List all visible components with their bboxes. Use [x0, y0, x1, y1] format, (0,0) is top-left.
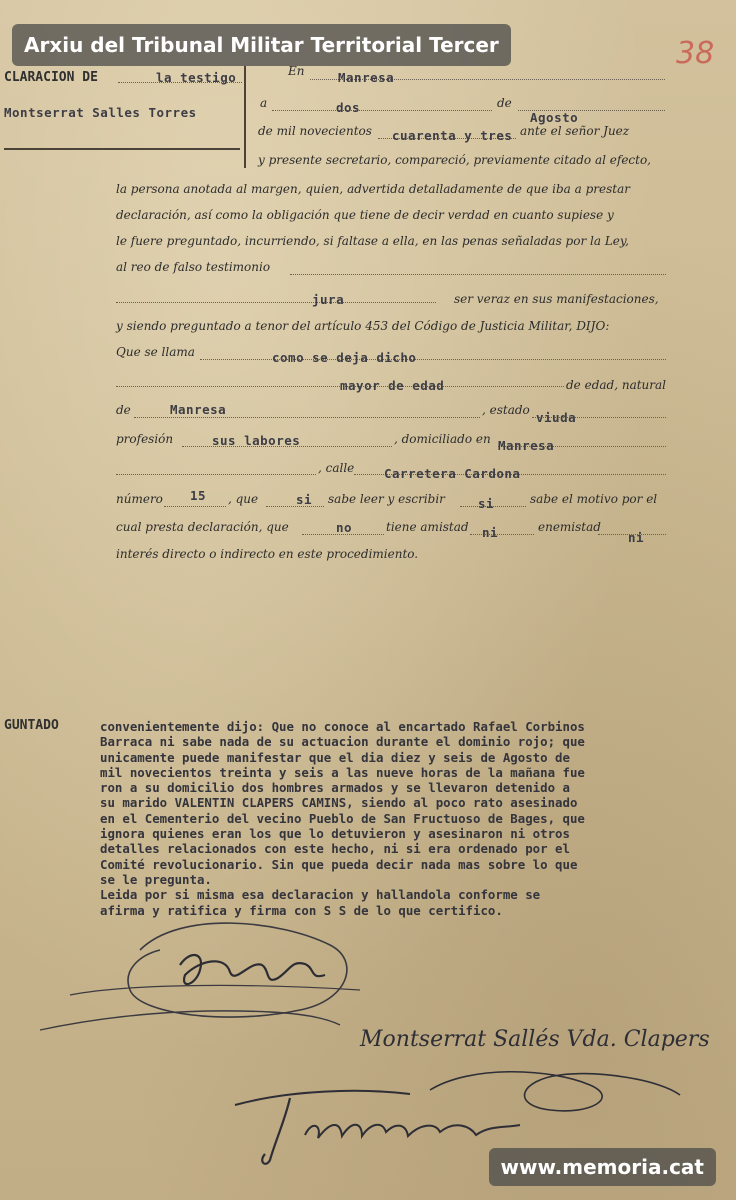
statement-line: su marido VALENTIN CLAPERS CAMINS, siendo al poco rato asesinado	[100, 795, 578, 811]
label-en: En	[288, 64, 305, 78]
statement-line: Leida por si misma esa declaracion y hallandola conforme se	[100, 887, 541, 903]
value-natural: Manresa	[170, 402, 227, 417]
dotted-line	[116, 302, 436, 303]
dotted-line	[290, 274, 666, 275]
value-age: mayor de edad	[340, 378, 445, 393]
label-oath: ser veraz en sus manifestaciones,	[454, 292, 659, 306]
label-amistad: tiene amistad	[386, 520, 469, 534]
statement-line: Barraca ni sabe nada de su actuacion durante el dominio rojo; que	[100, 734, 585, 750]
value-enemistad: ni	[482, 525, 499, 540]
statement-line: convenientemente dijo: Que no conoce al encartado Rafael Corbinos	[100, 719, 585, 734]
statement-body	[100, 719, 736, 918]
label-leer: sabe leer y escribir	[328, 492, 445, 506]
form-line-interes: interés directo o indirecto en este procedimiento.	[116, 547, 419, 561]
statement-line: se le pregunta.	[100, 871, 212, 887]
margin-divider	[4, 148, 240, 150]
label-year: de mil novecientos	[258, 124, 372, 138]
label-profesion: profesión	[116, 432, 174, 446]
label-a: a	[260, 96, 268, 110]
statement-line: Comité revolucionario. Sin que pueda decir nada mas sobre lo que	[100, 856, 578, 872]
label-enemistad: enemistad	[538, 520, 601, 534]
value-amistad: no	[336, 520, 353, 535]
statement-line: ron a su domicilio dos hombres armados y se llevaron detenido a	[100, 780, 570, 796]
value-place: Manresa	[338, 70, 395, 85]
statement-line: detalles relacionados con este hecho, ni si era ordenado por el	[100, 841, 570, 857]
label-age: de edad, natural	[566, 378, 667, 392]
dotted-line	[134, 417, 480, 418]
form-line-articulo: y siendo preguntado a tenor del artículo 453 del Código de Justicia Militar, DIJO:	[116, 319, 610, 333]
dotted-line	[470, 534, 534, 535]
value-calle: Carretera Cardona	[384, 466, 521, 481]
site-watermark: www.memoria.cat	[489, 1148, 716, 1186]
value-domicilio: Manresa	[498, 438, 555, 453]
value-year: cuarenta y tres	[392, 128, 513, 143]
statement-line: ignora quienes eran los que lo detuvieron y asesinaron ni otros	[100, 826, 570, 842]
judge-signature	[30, 890, 390, 1050]
value-interes: ni	[628, 530, 645, 545]
dotted-line	[116, 474, 316, 475]
form-line-cual: cual presta declaración, que	[116, 520, 289, 534]
label-name: Que se llama	[116, 345, 195, 359]
value-leer: si	[296, 492, 313, 507]
witness-signature	[350, 1008, 730, 1068]
form-line-declaracion: declaración, así como la obligación que tiene de decir verdad en cuanto supiese y	[116, 208, 614, 222]
value-name: como se deja dicho	[272, 350, 417, 365]
dotted-line	[272, 110, 492, 111]
label-ante-juez: ante el señor Juez	[520, 124, 630, 138]
margin-heading-value: la testigo	[156, 70, 237, 85]
value-numero: 15	[190, 488, 207, 503]
value-day: dos	[336, 100, 361, 115]
label-motivo: sabe el motivo por el	[530, 492, 658, 506]
witness-signature-text: Montserrat Sallés Vda. Clapers	[360, 1027, 710, 1052]
value-oath: jura	[312, 292, 345, 307]
label-numero: número	[116, 492, 163, 506]
label-estado: , estado	[482, 403, 530, 417]
dotted-line	[164, 506, 226, 507]
form-line-persona: la persona anotada al margen, quien, advertida detalladamente de que iba a prestar	[116, 182, 630, 196]
form-line-secretario: y presente secretario, compareció, previamente citado al efecto,	[258, 153, 651, 167]
form-line-falso: al reo de falso testimonio	[116, 260, 271, 274]
statement-line: afirma y ratifica y firma con S S de lo que certifico.	[100, 902, 503, 918]
witness-name: Montserrat Salles Torres	[4, 105, 197, 120]
statement-line: en el Cementerio del vecino Pueblo de San Fructuoso de Bages, que	[100, 810, 585, 826]
statement-margin-label: GUNTADO	[4, 718, 59, 733]
label-que: , que	[228, 492, 259, 506]
value-month: Agosto	[530, 110, 579, 125]
folio-number: 38	[676, 36, 715, 71]
archive-watermark: Arxiu del Tribunal Militar Territorial Tercer	[12, 24, 511, 66]
value-motivo: si	[478, 496, 495, 511]
statement-line: unicamente puede manifestar que el dia diez y seis de Agosto de	[100, 749, 570, 765]
dotted-line	[200, 359, 666, 360]
dotted-line	[266, 506, 324, 507]
value-estado: viuda	[536, 410, 577, 425]
form-line-ley: le fuere preguntado, incurriendo, si faltase a ella, en las penas señaladas por la Ley,	[116, 234, 629, 248]
margin-heading: CLARACION DE	[4, 70, 98, 85]
label-de-natural: de	[116, 403, 131, 417]
label-de: de	[497, 96, 512, 110]
value-profesion: sus labores	[212, 433, 301, 448]
margin-vertical-rule	[244, 66, 246, 168]
statement-line: mil novecientos treinta y seis a las nueve horas de la mañana fue	[100, 764, 585, 780]
label-calle: , calle	[318, 461, 355, 475]
label-domicilio: , domiciliado en	[394, 432, 491, 446]
